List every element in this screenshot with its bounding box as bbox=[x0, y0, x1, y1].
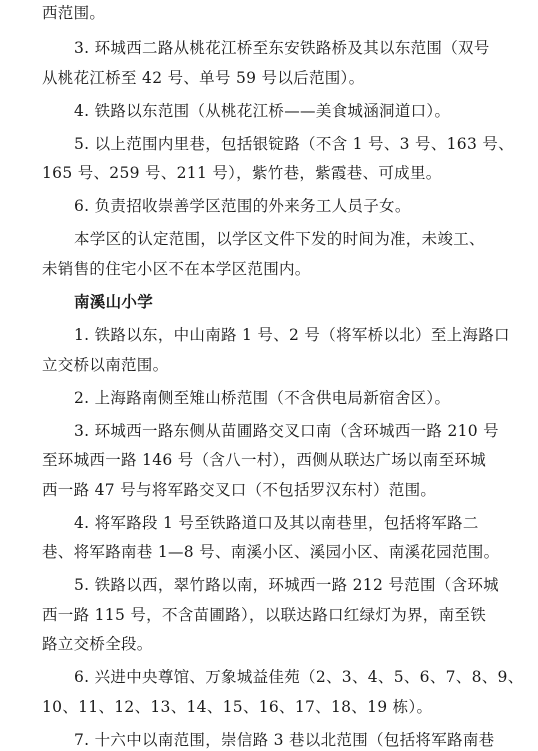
text-line: 3. 环城西一路东侧从苗圃路交叉口南（含环城西一路 210 号 bbox=[74, 421, 499, 440]
text-line: 本学区的认定范围，以学区文件下发的时间为准，未竣工、 bbox=[74, 230, 485, 248]
text-line: 5. 铁路以西，翠竹路以南，环城西一路 212 号范围（含环城 bbox=[74, 576, 499, 594]
text-line: 2. 上海路南侧至雉山桥范围（不含供电局新宿舍区）。 bbox=[74, 388, 451, 407]
text-line: 3. 环城西二路从桃花江桥至东安铁路桥及其以东范围（双号 bbox=[74, 39, 490, 57]
text-line: 从桃花江桥至 42 号、单号 59 号以后范围）。 bbox=[42, 69, 365, 87]
text-line: 路立交桥全段。 bbox=[42, 635, 153, 653]
text-line: 西一路 47 号与将军路交叉口（不包括罗汉东村）范围。 bbox=[42, 480, 437, 499]
text-line: 6. 兴进中央尊馆、万象城益佳苑（2、3、4、5、6、7、8、9、 bbox=[74, 668, 524, 686]
text-line: 4. 铁路以东范围（从桃花江桥——美食城涵洞道口）。 bbox=[74, 102, 451, 120]
text-line: 5. 以上范围内里巷，包括银锭路（不含 1 号、3 号、163 号、 bbox=[74, 135, 514, 153]
text-line: 至环城西一路 146 号（含八一村），西侧从联达广场以南至环城 bbox=[42, 451, 486, 469]
text-line: 未销售的住宅小区不在本学区范围内。 bbox=[42, 260, 311, 278]
text-line: 7. 十六中以南范围，崇信路 3 巷以北范围（包括将军路南巷 bbox=[74, 730, 495, 749]
text-line: 1. 铁路以东，中山南路 1 号、2 号（将军桥以北）至上海路口 bbox=[74, 326, 510, 344]
text-line: 165 号、259 号、211 号），紫竹巷，紫霞巷、可成里。 bbox=[42, 164, 442, 182]
text-line: 西范围。 bbox=[42, 4, 106, 22]
text-line: 巷、将军路南巷 1—8 号、南溪小区、溪园小区、南溪花园范围。 bbox=[42, 543, 500, 561]
text-line: 4. 将军路段 1 号至铁路道口及其以南巷里，包括将军路二 bbox=[74, 513, 479, 532]
text-line: 10、11、12、13、14、15、16、17、18、19 栋）。 bbox=[42, 697, 433, 716]
text-line: 西一路 115 号，不含苗圃路），以联达路口红绿灯为界，南至铁 bbox=[42, 605, 486, 624]
section-title: 南溪山小学 bbox=[74, 293, 154, 311]
text-line: 立交桥以南范围。 bbox=[42, 355, 169, 374]
text-line: 6. 负责招收崇善学区范围的外来务工人员子女。 bbox=[74, 197, 411, 215]
